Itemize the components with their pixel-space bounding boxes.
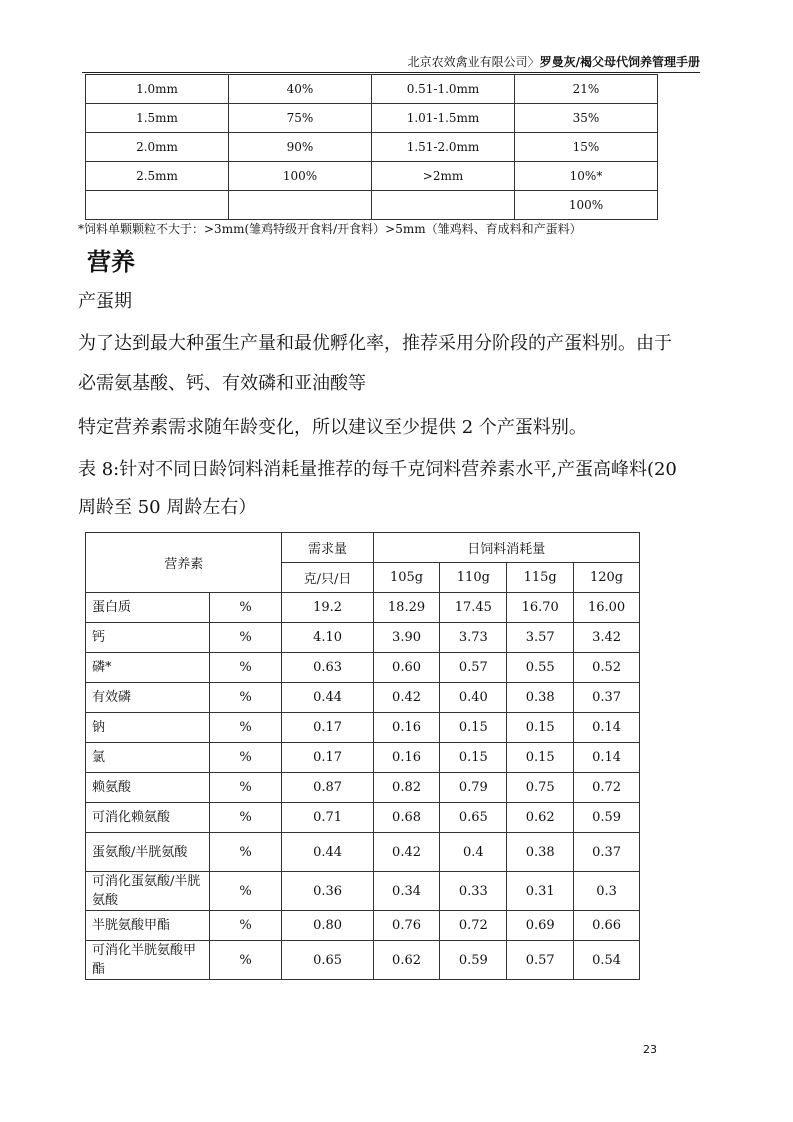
nutrient-value: 16.00 (574, 593, 640, 623)
nutrient-value: 0.15 (440, 713, 507, 743)
nutrient-requirement: 0.80 (282, 911, 373, 941)
nutrient-requirement: 0.71 (282, 803, 373, 833)
nutrient-value: 0.42 (373, 833, 440, 872)
nutrient-value: 0.3 (574, 872, 640, 911)
header-manual-title: 罗曼灰/褐父母代饲养管理手册 (539, 55, 700, 69)
nutrient-value: 0.15 (507, 743, 574, 773)
table-row (86, 104, 658, 133)
nutrient-value: 0.52 (574, 653, 640, 683)
nutrient-name: 磷* (86, 653, 210, 683)
nutrient-value: 0.59 (574, 803, 640, 833)
header-level: 120g (574, 563, 640, 593)
page-header (82, 54, 700, 73)
table-cell (229, 191, 372, 220)
nutrient-requirement: 4.10 (282, 623, 373, 653)
nutrient-value: 0.75 (507, 773, 574, 803)
nutrient-value: 0.16 (373, 713, 440, 743)
nutrient-requirement: 0.87 (282, 773, 373, 803)
header-requirement: 需求量 (282, 533, 373, 563)
table-row (86, 593, 640, 623)
table-caption-continued: 周龄至 50 周龄左右） (78, 497, 257, 518)
nutrient-value: 0.42 (373, 683, 440, 713)
table-row (86, 683, 640, 713)
nutrient-unit: % (209, 941, 282, 980)
table-row (86, 162, 658, 191)
header-level: 110g (440, 563, 507, 593)
nutrient-value: 0.66 (574, 911, 640, 941)
nutrient-value: 0.76 (373, 911, 440, 941)
paragraph-laying-period: 产蛋期 (78, 291, 132, 312)
nutrient-value: 0.34 (373, 872, 440, 911)
nutrient-value: 0.14 (574, 743, 640, 773)
nutrient-value: 0.57 (507, 941, 574, 980)
nutrient-unit: % (209, 803, 282, 833)
table-cell: >2mm (372, 162, 515, 191)
nutrient-unit: % (209, 683, 282, 713)
nutrient-name: 蛋氨酸/半胱氨酸 (86, 833, 210, 872)
nutrient-unit: % (209, 872, 282, 911)
nutrient-value: 17.45 (440, 593, 507, 623)
table-cell: 1.01-1.5mm (372, 104, 515, 133)
table-cell (372, 191, 515, 220)
nutrient-name: 蛋白质 (86, 593, 210, 623)
nutrient-value: 3.57 (507, 623, 574, 653)
nutrient-name: 钠 (86, 713, 210, 743)
table-row (86, 803, 640, 833)
nutrient-value: 0.40 (440, 683, 507, 713)
paragraph-text: 特定营养素需求随年龄变化，所以建议至少提供 2 个产蛋料别。 (78, 417, 587, 438)
table-cell: 0.51-1.0mm (372, 75, 515, 104)
table-cell: 75% (229, 104, 372, 133)
table-row (86, 872, 640, 911)
table-cell: 1.0mm (86, 75, 229, 104)
nutrient-name: 可消化半胱氨酸甲酯 (86, 941, 210, 980)
nutrient-value: 0.60 (373, 653, 440, 683)
nutrient-value: 0.59 (440, 941, 507, 980)
table-row (86, 713, 640, 743)
nutrient-value: 0.54 (574, 941, 640, 980)
nutrient-name: 赖氨酸 (86, 773, 210, 803)
header-level: 105g (373, 563, 440, 593)
nutrient-value: 0.38 (507, 833, 574, 872)
particle-size-table (85, 74, 658, 220)
nutrient-unit: % (209, 773, 282, 803)
nutrient-unit: % (209, 743, 282, 773)
table-cell: 2.0mm (86, 133, 229, 162)
nutrient-unit: % (209, 911, 282, 941)
table-row (86, 133, 658, 162)
nutrient-value: 0.15 (440, 743, 507, 773)
nutrient-value: 0.79 (440, 773, 507, 803)
nutrient-value: 0.31 (507, 872, 574, 911)
nutrient-requirement: 0.36 (282, 872, 373, 911)
nutrient-value: 0.14 (574, 713, 640, 743)
table-row (86, 743, 640, 773)
table-cell: 40% (229, 75, 372, 104)
table-row (86, 75, 658, 104)
nutrient-value: 0.72 (574, 773, 640, 803)
table-row (86, 653, 640, 683)
nutrient-value: 0.55 (507, 653, 574, 683)
paragraph-text: 必需氨基酸、钙、有效磷和亚油酸等 (78, 373, 366, 394)
nutrient-value: 0.62 (373, 941, 440, 980)
nutrient-requirement: 0.65 (282, 941, 373, 980)
table-row (86, 911, 640, 941)
nutrient-requirement: 0.44 (282, 833, 373, 872)
table-cell: 15% (515, 133, 658, 162)
nutrient-value: 18.29 (373, 593, 440, 623)
nutrient-name: 有效磷 (86, 683, 210, 713)
header-nutrient: 营养素 (86, 533, 282, 593)
table-cell: 100% (229, 162, 372, 191)
table-cell: 1.5mm (86, 104, 229, 133)
nutrient-name: 半胱氨酸甲酯 (86, 911, 210, 941)
nutrient-requirement: 0.17 (282, 713, 373, 743)
nutrient-value: 0.16 (373, 743, 440, 773)
header-level: 115g (507, 563, 574, 593)
table-cell: 90% (229, 133, 372, 162)
table-caption: 表 8:针对不同日龄饲料消耗量推荐的每千克饲料营养素水平,产蛋高峰料(20 (78, 459, 677, 480)
paragraph-text: 为了达到最大种蛋生产量和最优孵化率，推荐采用分阶段的产蛋料别。由于 (78, 333, 672, 354)
nutrient-value: 0.33 (440, 872, 507, 911)
table-row (86, 623, 640, 653)
nutrient-value: 0.72 (440, 911, 507, 941)
table-row (86, 191, 658, 220)
nutrient-unit: % (209, 833, 282, 872)
nutrient-table (85, 532, 640, 980)
table-cell: 35% (515, 104, 658, 133)
nutrient-value: 3.73 (440, 623, 507, 653)
nutrient-name: 氯 (86, 743, 210, 773)
particle-footnote: *饲料单颗颗粒不大于：>3mm(雏鸡特级开食料/开食料）>5mm（雏鸡料、育成料和产蛋料） (78, 222, 582, 236)
nutrient-value: 0.57 (440, 653, 507, 683)
nutrient-value: 0.4 (440, 833, 507, 872)
nutrient-value: 0.82 (373, 773, 440, 803)
table-cell: 2.5mm (86, 162, 229, 191)
table-row (86, 833, 640, 872)
nutrient-unit: % (209, 713, 282, 743)
page-number: 23 (643, 1043, 657, 1056)
nutrient-name: 可消化赖氨酸 (86, 803, 210, 833)
section-title: 营养 (87, 248, 135, 276)
nutrient-requirement: 19.2 (282, 593, 373, 623)
nutrient-requirement: 0.44 (282, 683, 373, 713)
nutrient-value: 0.69 (507, 911, 574, 941)
nutrient-value: 0.65 (440, 803, 507, 833)
table-row (86, 941, 640, 980)
nutrient-requirement: 0.63 (282, 653, 373, 683)
nutrient-value: 0.37 (574, 683, 640, 713)
nutrient-value: 3.90 (373, 623, 440, 653)
header-unit: 克/只/日 (282, 563, 373, 593)
table-row (86, 773, 640, 803)
table-cell (86, 191, 229, 220)
nutrient-value: 0.68 (373, 803, 440, 833)
header-company: 北京农效禽业有限公司〉 (407, 55, 540, 69)
nutrient-unit: % (209, 653, 282, 683)
table-cell: 21% (515, 75, 658, 104)
nutrient-value: 3.42 (574, 623, 640, 653)
nutrient-value: 16.70 (507, 593, 574, 623)
nutrient-unit: % (209, 623, 282, 653)
header-daily-feed: 日饲料消耗量 (373, 533, 639, 563)
nutrient-unit: % (209, 593, 282, 623)
nutrient-name: 钙 (86, 623, 210, 653)
table-cell: 100% (515, 191, 658, 220)
nutrient-requirement: 0.17 (282, 743, 373, 773)
table-cell: 1.51-2.0mm (372, 133, 515, 162)
nutrient-value: 0.62 (507, 803, 574, 833)
nutrient-name: 可消化蛋氨酸/半胱氨酸 (86, 872, 210, 911)
nutrient-value: 0.15 (507, 713, 574, 743)
nutrient-value: 0.38 (507, 683, 574, 713)
nutrient-value: 0.37 (574, 833, 640, 872)
table-header-row (86, 533, 640, 563)
table-cell: 10%* (515, 162, 658, 191)
